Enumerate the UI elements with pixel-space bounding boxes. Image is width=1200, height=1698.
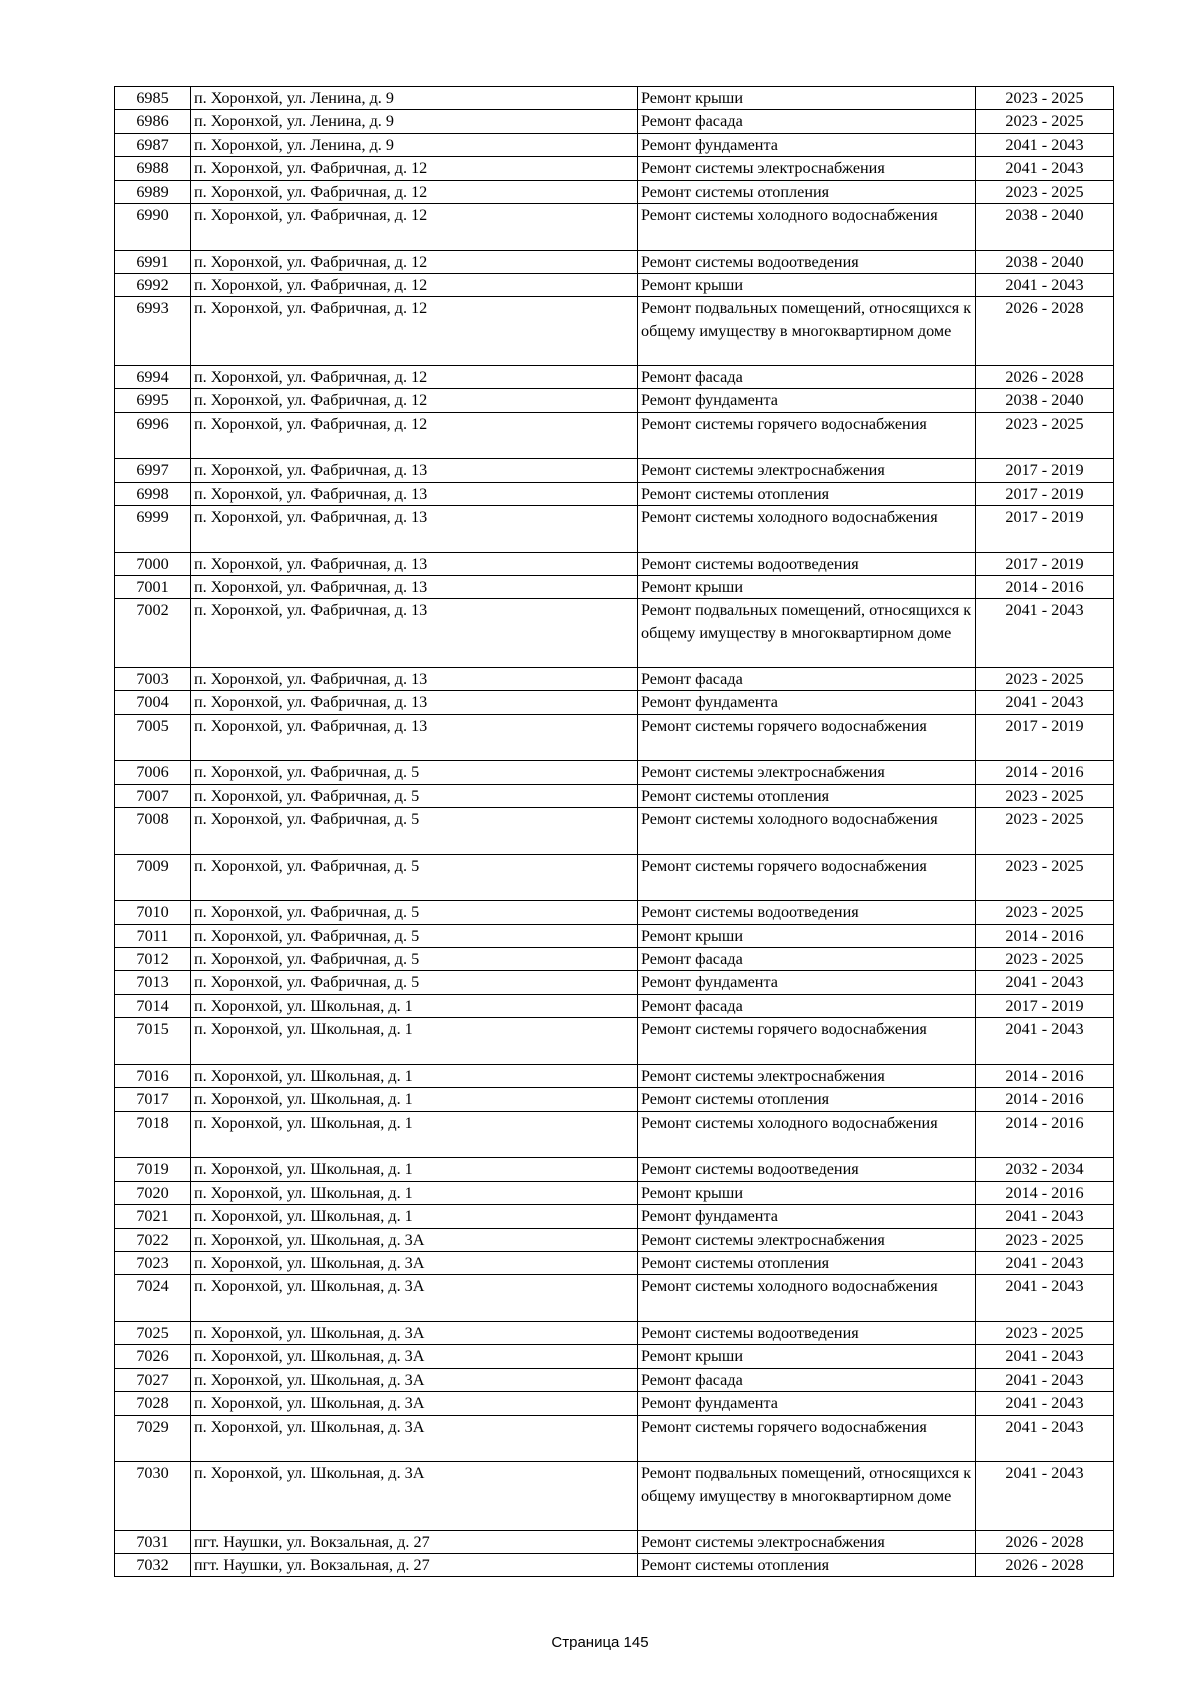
row-number: 7027 bbox=[115, 1368, 191, 1391]
work-type-cell: Ремонт подвальных помещений, относящихся к общему имуществу в многоквартирном доме bbox=[638, 599, 976, 667]
address-cell: п. Хоронхой, ул. Школьная, д. 1 bbox=[191, 1064, 638, 1087]
period-cell: 2014 - 2016 bbox=[976, 761, 1114, 784]
row-number: 6990 bbox=[115, 204, 191, 251]
table-row bbox=[115, 994, 1114, 1017]
work-type-cell: Ремонт системы отопления bbox=[638, 1088, 976, 1111]
work-type-cell: Ремонт системы отопления bbox=[638, 1251, 976, 1274]
period-cell: 2017 - 2019 bbox=[976, 994, 1114, 1017]
row-number: 7032 bbox=[115, 1553, 191, 1576]
period-cell: 2041 - 2043 bbox=[976, 1392, 1114, 1415]
address-cell: п. Хоронхой, ул. Ленина, д. 9 bbox=[191, 87, 638, 110]
table-row bbox=[115, 1553, 1114, 1576]
row-number: 7005 bbox=[115, 714, 191, 761]
period-cell: 2026 - 2028 bbox=[976, 297, 1114, 365]
table-row bbox=[115, 924, 1114, 947]
row-number: 7016 bbox=[115, 1064, 191, 1087]
table-row bbox=[115, 250, 1114, 273]
row-number: 7000 bbox=[115, 552, 191, 575]
table-row bbox=[115, 1345, 1114, 1368]
row-number: 6988 bbox=[115, 157, 191, 180]
row-number: 6991 bbox=[115, 250, 191, 273]
row-number: 6985 bbox=[115, 87, 191, 110]
row-number: 6986 bbox=[115, 110, 191, 133]
table-row bbox=[115, 1321, 1114, 1344]
row-number: 7029 bbox=[115, 1415, 191, 1462]
address-cell: п. Хоронхой, ул. Фабричная, д. 5 bbox=[191, 971, 638, 994]
address-cell: п. Хоронхой, ул. Фабричная, д. 13 bbox=[191, 552, 638, 575]
address-cell: п. Хоронхой, ул. Школьная, д. 3А bbox=[191, 1415, 638, 1462]
work-type-cell: Ремонт подвальных помещений, относящихся к общему имуществу в многоквартирном доме bbox=[638, 297, 976, 365]
table-row bbox=[115, 157, 1114, 180]
address-cell: п. Хоронхой, ул. Фабричная, д. 13 bbox=[191, 714, 638, 761]
work-type-cell: Ремонт фундамента bbox=[638, 1205, 976, 1228]
table-row bbox=[115, 761, 1114, 784]
address-cell: п. Хоронхой, ул. Фабричная, д. 5 bbox=[191, 761, 638, 784]
address-cell: п. Хоронхой, ул. Фабричная, д. 5 bbox=[191, 948, 638, 971]
work-type-cell: Ремонт крыши bbox=[638, 1181, 976, 1204]
work-type-cell: Ремонт крыши bbox=[638, 924, 976, 947]
work-type-cell: Ремонт фундамента bbox=[638, 691, 976, 714]
address-cell: п. Хоронхой, ул. Фабричная, д. 5 bbox=[191, 924, 638, 947]
address-cell: п. Хоронхой, ул. Фабричная, д. 12 bbox=[191, 297, 638, 365]
table-row bbox=[115, 412, 1114, 459]
row-number: 7024 bbox=[115, 1275, 191, 1322]
period-cell: 2026 - 2028 bbox=[976, 1530, 1114, 1553]
address-cell: п. Хоронхой, ул. Фабричная, д. 12 bbox=[191, 412, 638, 459]
period-cell: 2026 - 2028 bbox=[976, 365, 1114, 388]
work-type-cell: Ремонт фасада bbox=[638, 667, 976, 690]
table-row bbox=[115, 1064, 1114, 1087]
table-row bbox=[115, 784, 1114, 807]
period-cell: 2023 - 2025 bbox=[976, 667, 1114, 690]
work-type-cell: Ремонт крыши bbox=[638, 1345, 976, 1368]
address-cell: п. Хоронхой, ул. Фабричная, д. 5 bbox=[191, 784, 638, 807]
period-cell: 2041 - 2043 bbox=[976, 1275, 1114, 1322]
address-cell: п. Хоронхой, ул. Школьная, д. 1 bbox=[191, 1088, 638, 1111]
work-type-cell: Ремонт фасада bbox=[638, 994, 976, 1017]
period-cell: 2038 - 2040 bbox=[976, 389, 1114, 412]
address-cell: пгт. Наушки, ул. Вокзальная, д. 27 bbox=[191, 1553, 638, 1576]
period-cell: 2017 - 2019 bbox=[976, 506, 1114, 553]
address-cell: п. Хоронхой, ул. Фабричная, д. 12 bbox=[191, 157, 638, 180]
period-cell: 2023 - 2025 bbox=[976, 412, 1114, 459]
row-number: 6995 bbox=[115, 389, 191, 412]
table-row bbox=[115, 576, 1114, 599]
table-row bbox=[115, 365, 1114, 388]
period-cell: 2032 - 2034 bbox=[976, 1158, 1114, 1181]
period-cell: 2023 - 2025 bbox=[976, 901, 1114, 924]
table-row bbox=[115, 1205, 1114, 1228]
period-cell: 2041 - 2043 bbox=[976, 274, 1114, 297]
period-cell: 2014 - 2016 bbox=[976, 1181, 1114, 1204]
address-cell: п. Хоронхой, ул. Школьная, д. 1 bbox=[191, 1018, 638, 1065]
table-row bbox=[115, 110, 1114, 133]
work-type-cell: Ремонт подвальных помещений, относящихся к общему имуществу в многоквартирном доме bbox=[638, 1462, 976, 1530]
row-number: 6993 bbox=[115, 297, 191, 365]
address-cell: п. Хоронхой, ул. Школьная, д. 3А bbox=[191, 1251, 638, 1274]
address-cell: п. Хоронхой, ул. Фабричная, д. 5 bbox=[191, 854, 638, 901]
work-type-cell: Ремонт системы электроснабжения bbox=[638, 1530, 976, 1553]
row-number: 7006 bbox=[115, 761, 191, 784]
address-cell: п. Хоронхой, ул. Фабричная, д. 12 bbox=[191, 274, 638, 297]
work-type-cell: Ремонт системы отопления bbox=[638, 784, 976, 807]
row-number: 7023 bbox=[115, 1251, 191, 1274]
period-cell: 2014 - 2016 bbox=[976, 1111, 1114, 1158]
address-cell: п. Хоронхой, ул. Фабричная, д. 12 bbox=[191, 250, 638, 273]
period-cell: 2041 - 2043 bbox=[976, 1018, 1114, 1065]
period-cell: 2017 - 2019 bbox=[976, 714, 1114, 761]
work-type-cell: Ремонт фундамента bbox=[638, 1392, 976, 1415]
row-number: 7022 bbox=[115, 1228, 191, 1251]
table-row bbox=[115, 1251, 1114, 1274]
work-type-cell: Ремонт системы электроснабжения bbox=[638, 761, 976, 784]
period-cell: 2023 - 2025 bbox=[976, 854, 1114, 901]
work-type-cell: Ремонт фундамента bbox=[638, 971, 976, 994]
table-row bbox=[115, 1368, 1114, 1391]
table-row bbox=[115, 599, 1114, 667]
table-row bbox=[115, 1158, 1114, 1181]
period-cell: 2041 - 2043 bbox=[976, 1205, 1114, 1228]
work-type-cell: Ремонт фасада bbox=[638, 365, 976, 388]
row-number: 7030 bbox=[115, 1462, 191, 1530]
row-number: 6987 bbox=[115, 133, 191, 156]
work-type-cell: Ремонт системы горячего водоснабжения bbox=[638, 412, 976, 459]
work-type-cell: Ремонт системы водоотведения bbox=[638, 1321, 976, 1344]
table-row bbox=[115, 133, 1114, 156]
address-cell: п. Хоронхой, ул. Школьная, д. 1 bbox=[191, 1158, 638, 1181]
work-type-cell: Ремонт фасада bbox=[638, 110, 976, 133]
table-row bbox=[115, 901, 1114, 924]
period-cell: 2041 - 2043 bbox=[976, 133, 1114, 156]
table-row bbox=[115, 691, 1114, 714]
period-cell: 2023 - 2025 bbox=[976, 808, 1114, 855]
address-cell: п. Хоронхой, ул. Школьная, д. 1 bbox=[191, 1111, 638, 1158]
period-cell: 2017 - 2019 bbox=[976, 552, 1114, 575]
address-cell: п. Хоронхой, ул. Школьная, д. 3А bbox=[191, 1392, 638, 1415]
table-row bbox=[115, 1415, 1114, 1462]
period-cell: 2023 - 2025 bbox=[976, 1321, 1114, 1344]
work-type-cell: Ремонт системы горячего водоснабжения bbox=[638, 854, 976, 901]
table-row bbox=[115, 204, 1114, 251]
period-cell: 2017 - 2019 bbox=[976, 459, 1114, 482]
row-number: 7025 bbox=[115, 1321, 191, 1344]
row-number: 7013 bbox=[115, 971, 191, 994]
row-number: 6989 bbox=[115, 180, 191, 203]
work-type-cell: Ремонт фундамента bbox=[638, 133, 976, 156]
row-number: 7021 bbox=[115, 1205, 191, 1228]
table-row bbox=[115, 389, 1114, 412]
page-number: Страница 145 bbox=[551, 1634, 649, 1651]
table-row bbox=[115, 482, 1114, 505]
address-cell: п. Хоронхой, ул. Ленина, д. 9 bbox=[191, 133, 638, 156]
work-type-cell: Ремонт фундамента bbox=[638, 389, 976, 412]
period-cell: 2041 - 2043 bbox=[976, 691, 1114, 714]
period-cell: 2041 - 2043 bbox=[976, 1345, 1114, 1368]
address-cell: п. Хоронхой, ул. Фабричная, д. 13 bbox=[191, 667, 638, 690]
address-cell: п. Хоронхой, ул. Школьная, д. 3А bbox=[191, 1368, 638, 1391]
address-cell: п. Хоронхой, ул. Школьная, д. 3А bbox=[191, 1345, 638, 1368]
work-type-cell: Ремонт крыши bbox=[638, 87, 976, 110]
row-number: 7001 bbox=[115, 576, 191, 599]
row-number: 7007 bbox=[115, 784, 191, 807]
work-type-cell: Ремонт системы горячего водоснабжения bbox=[638, 714, 976, 761]
work-type-cell: Ремонт системы холодного водоснабжения bbox=[638, 1111, 976, 1158]
address-cell: п. Хоронхой, ул. Фабричная, д. 13 bbox=[191, 506, 638, 553]
table-row bbox=[115, 667, 1114, 690]
table-row bbox=[115, 1462, 1114, 1530]
work-type-cell: Ремонт крыши bbox=[638, 274, 976, 297]
work-type-cell: Ремонт системы водоотведения bbox=[638, 1158, 976, 1181]
table-row bbox=[115, 297, 1114, 365]
row-number: 7012 bbox=[115, 948, 191, 971]
table-row bbox=[115, 948, 1114, 971]
address-cell: п. Хоронхой, ул. Фабричная, д. 12 bbox=[191, 204, 638, 251]
row-number: 7031 bbox=[115, 1530, 191, 1553]
table-row bbox=[115, 1530, 1114, 1553]
row-number: 6992 bbox=[115, 274, 191, 297]
work-type-cell: Ремонт системы водоотведения bbox=[638, 901, 976, 924]
table-row bbox=[115, 1181, 1114, 1204]
work-type-cell: Ремонт фасада bbox=[638, 948, 976, 971]
work-type-cell: Ремонт системы отопления bbox=[638, 180, 976, 203]
table-row bbox=[115, 506, 1114, 553]
table-row bbox=[115, 180, 1114, 203]
address-cell: п. Хоронхой, ул. Фабричная, д. 13 bbox=[191, 691, 638, 714]
address-cell: п. Хоронхой, ул. Фабричная, д. 13 bbox=[191, 459, 638, 482]
row-number: 6994 bbox=[115, 365, 191, 388]
row-number: 6998 bbox=[115, 482, 191, 505]
period-cell: 2023 - 2025 bbox=[976, 180, 1114, 203]
address-cell: п. Хоронхой, ул. Школьная, д. 1 bbox=[191, 1205, 638, 1228]
table-row bbox=[115, 1392, 1114, 1415]
period-cell: 2023 - 2025 bbox=[976, 1228, 1114, 1251]
row-number: 7008 bbox=[115, 808, 191, 855]
period-cell: 2041 - 2043 bbox=[976, 1462, 1114, 1530]
address-cell: п. Хоронхой, ул. Школьная, д. 1 bbox=[191, 1181, 638, 1204]
row-number: 7009 bbox=[115, 854, 191, 901]
work-type-cell: Ремонт системы холодного водоснабжения bbox=[638, 204, 976, 251]
row-number: 7011 bbox=[115, 924, 191, 947]
row-number: 7026 bbox=[115, 1345, 191, 1368]
work-type-cell: Ремонт системы холодного водоснабжения bbox=[638, 808, 976, 855]
table-row bbox=[115, 971, 1114, 994]
address-cell: п. Хоронхой, ул. Ленина, д. 9 bbox=[191, 110, 638, 133]
table-row bbox=[115, 459, 1114, 482]
work-type-cell: Ремонт системы водоотведения bbox=[638, 250, 976, 273]
row-number: 7004 bbox=[115, 691, 191, 714]
period-cell: 2023 - 2025 bbox=[976, 87, 1114, 110]
address-cell: п. Хоронхой, ул. Фабричная, д. 13 bbox=[191, 599, 638, 667]
row-number: 7019 bbox=[115, 1158, 191, 1181]
table-row bbox=[115, 552, 1114, 575]
address-cell: п. Хоронхой, ул. Фабричная, д. 13 bbox=[191, 576, 638, 599]
row-number: 7020 bbox=[115, 1181, 191, 1204]
table-row bbox=[115, 87, 1114, 110]
address-cell: п. Хоронхой, ул. Школьная, д. 3А bbox=[191, 1321, 638, 1344]
row-number: 7003 bbox=[115, 667, 191, 690]
table-row bbox=[115, 1275, 1114, 1322]
period-cell: 2041 - 2043 bbox=[976, 1415, 1114, 1462]
address-cell: п. Хоронхой, ул. Фабричная, д. 12 bbox=[191, 180, 638, 203]
row-number: 7018 bbox=[115, 1111, 191, 1158]
address-cell: п. Хоронхой, ул. Школьная, д. 1 bbox=[191, 994, 638, 1017]
period-cell: 2023 - 2025 bbox=[976, 110, 1114, 133]
period-cell: 2041 - 2043 bbox=[976, 971, 1114, 994]
table-row bbox=[115, 1228, 1114, 1251]
row-number: 7028 bbox=[115, 1392, 191, 1415]
row-number: 7017 bbox=[115, 1088, 191, 1111]
table-row bbox=[115, 854, 1114, 901]
table-row bbox=[115, 1088, 1114, 1111]
address-cell: п. Хоронхой, ул. Школьная, д. 3А bbox=[191, 1462, 638, 1530]
address-cell: пгт. Наушки, ул. Вокзальная, д. 27 bbox=[191, 1530, 638, 1553]
table-row bbox=[115, 808, 1114, 855]
table-row bbox=[115, 1018, 1114, 1065]
work-type-cell: Ремонт системы электроснабжения bbox=[638, 1228, 976, 1251]
row-number: 7010 bbox=[115, 901, 191, 924]
works-table-body bbox=[115, 87, 1114, 1577]
row-number: 6999 bbox=[115, 506, 191, 553]
period-cell: 2023 - 2025 bbox=[976, 784, 1114, 807]
work-type-cell: Ремонт системы электроснабжения bbox=[638, 157, 976, 180]
table-row bbox=[115, 714, 1114, 761]
period-cell: 2041 - 2043 bbox=[976, 1368, 1114, 1391]
period-cell: 2038 - 2040 bbox=[976, 250, 1114, 273]
row-number: 7014 bbox=[115, 994, 191, 1017]
row-number: 7015 bbox=[115, 1018, 191, 1065]
row-number: 6997 bbox=[115, 459, 191, 482]
period-cell: 2017 - 2019 bbox=[976, 482, 1114, 505]
address-cell: п. Хоронхой, ул. Фабричная, д. 12 bbox=[191, 365, 638, 388]
work-type-cell: Ремонт фасада bbox=[638, 1368, 976, 1391]
table-row bbox=[115, 274, 1114, 297]
work-type-cell: Ремонт системы отопления bbox=[638, 482, 976, 505]
address-cell: п. Хоронхой, ул. Фабричная, д. 5 bbox=[191, 808, 638, 855]
period-cell: 2038 - 2040 bbox=[976, 204, 1114, 251]
work-type-cell: Ремонт системы электроснабжения bbox=[638, 459, 976, 482]
work-type-cell: Ремонт системы холодного водоснабжения bbox=[638, 506, 976, 553]
work-type-cell: Ремонт системы горячего водоснабжения bbox=[638, 1018, 976, 1065]
period-cell: 2023 - 2025 bbox=[976, 948, 1114, 971]
table-row bbox=[115, 1111, 1114, 1158]
work-type-cell: Ремонт системы холодного водоснабжения bbox=[638, 1275, 976, 1322]
address-cell: п. Хоронхой, ул. Школьная, д. 3А bbox=[191, 1228, 638, 1251]
work-type-cell: Ремонт системы горячего водоснабжения bbox=[638, 1415, 976, 1462]
period-cell: 2041 - 2043 bbox=[976, 1251, 1114, 1274]
address-cell: п. Хоронхой, ул. Школьная, д. 3А bbox=[191, 1275, 638, 1322]
address-cell: п. Хоронхой, ул. Фабричная, д. 12 bbox=[191, 389, 638, 412]
period-cell: 2041 - 2043 bbox=[976, 599, 1114, 667]
period-cell: 2014 - 2016 bbox=[976, 1064, 1114, 1087]
address-cell: п. Хоронхой, ул. Фабричная, д. 5 bbox=[191, 901, 638, 924]
work-type-cell: Ремонт системы электроснабжения bbox=[638, 1064, 976, 1087]
row-number: 7002 bbox=[115, 599, 191, 667]
period-cell: 2014 - 2016 bbox=[976, 924, 1114, 947]
works-table bbox=[114, 86, 1114, 1577]
period-cell: 2014 - 2016 bbox=[976, 576, 1114, 599]
work-type-cell: Ремонт крыши bbox=[638, 576, 976, 599]
period-cell: 2014 - 2016 bbox=[976, 1088, 1114, 1111]
row-number: 6996 bbox=[115, 412, 191, 459]
work-type-cell: Ремонт системы отопления bbox=[638, 1553, 976, 1576]
period-cell: 2026 - 2028 bbox=[976, 1553, 1114, 1576]
work-type-cell: Ремонт системы водоотведения bbox=[638, 552, 976, 575]
address-cell: п. Хоронхой, ул. Фабричная, д. 13 bbox=[191, 482, 638, 505]
period-cell: 2041 - 2043 bbox=[976, 157, 1114, 180]
